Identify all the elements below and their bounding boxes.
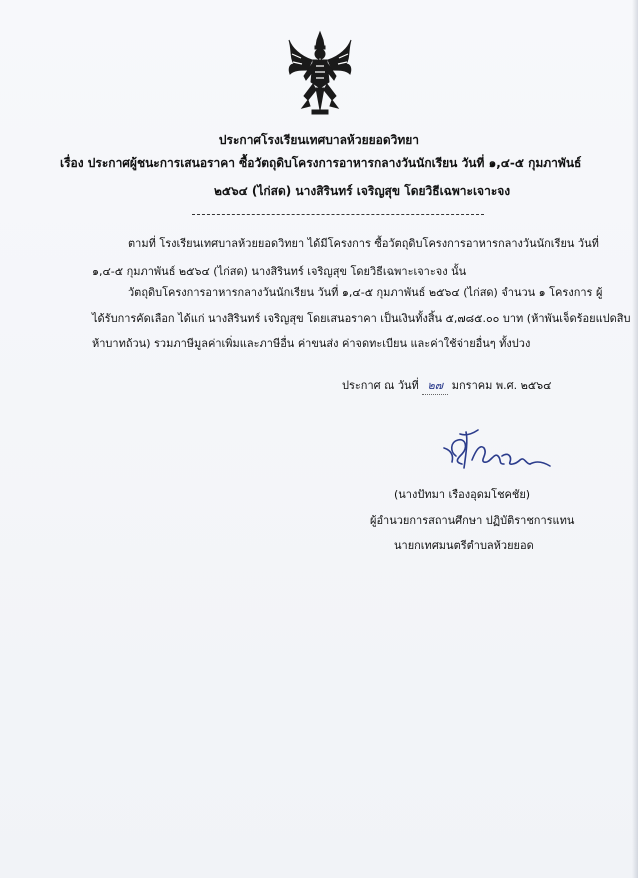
subject-line-2: ๒๕๖๔ (ไก่สด) นางสิรินทร์ เจริญสุข โดยวิธีเฉพาะเจาะจง xyxy=(214,184,511,198)
date-day: ๒๗ xyxy=(422,376,448,395)
date-month-year: มกราคม พ.ศ. ๒๕๖๔ xyxy=(451,379,552,392)
paragraph-2-line-3: ห้าบาทถ้วน) รวมภาษีมูลค่าเพิ่มและภาษีอื่น ค่าขนส่ง ค่าจดทะเบียน และค่าใช้จ่ายอื่นๆ ทั้งปวง xyxy=(92,337,531,350)
signatory-position-line-1: ผู้อำนวยการสถานศึกษา ปฏิบัติราชการแทน xyxy=(370,514,575,527)
paragraph-2-line-2: ได้รับการคัดเลือก ได้แก่ นางสิรินทร์ เจริญสุข โดยเสนอราคา เป็นเงินทั้งสิ้น ๕,๗๘๕.๐๐ บาท (ห้าพันเจ็ดร้อยแปดสิบ xyxy=(92,312,631,325)
subject-line-1: เรื่อง ประกาศผู้ชนะการเสนอราคา ซื้อวัตถุดิบโครงการอาหารกลางวันนักเรียน วันที่ ๑,๔-๕ กุมภาพันธ์ xyxy=(60,156,582,170)
paragraph-1-line-2: ๑,๔-๕ กุมภาพันธ์ ๒๕๖๔ (ไก่สด) นางสิรินทร์ เจริญสุข โดยวิธีเฉพาะเจาะจง นั้น xyxy=(92,265,467,278)
paragraph-2-line-1: วัตถุดิบโครงการอาหารกลางวันนักเรียน วันที่ ๑,๔-๕ กุมภาพันธ์ ๒๕๖๔ (ไก่สด) จำนวน ๑ โครงการ ผู้ xyxy=(128,286,603,299)
garuda-emblem-icon xyxy=(286,30,354,118)
signatory-name: (นางปัทมา เรืองอุดมโชคชัย) xyxy=(394,488,531,501)
signatory-position-line-2: นายกเทศมนตรีตำบลห้วยยอด xyxy=(394,539,534,552)
dashed-divider xyxy=(192,214,484,215)
paragraph-1-line-1: ตามที่ โรงเรียนเทศบาลห้วยยอดวิทยา ได้มีโครงการ ซื้อวัตถุดิบโครงการอาหารกลางวันนักเรียน วันที่ xyxy=(128,237,599,250)
document-title: ประกาศโรงเรียนเทศบาลห้วยยอดวิทยา xyxy=(218,133,420,147)
announcement-date xyxy=(342,376,551,395)
handwritten-signature-icon xyxy=(436,426,554,476)
date-prefix: ประกาศ ณ วันที่ xyxy=(342,379,419,392)
